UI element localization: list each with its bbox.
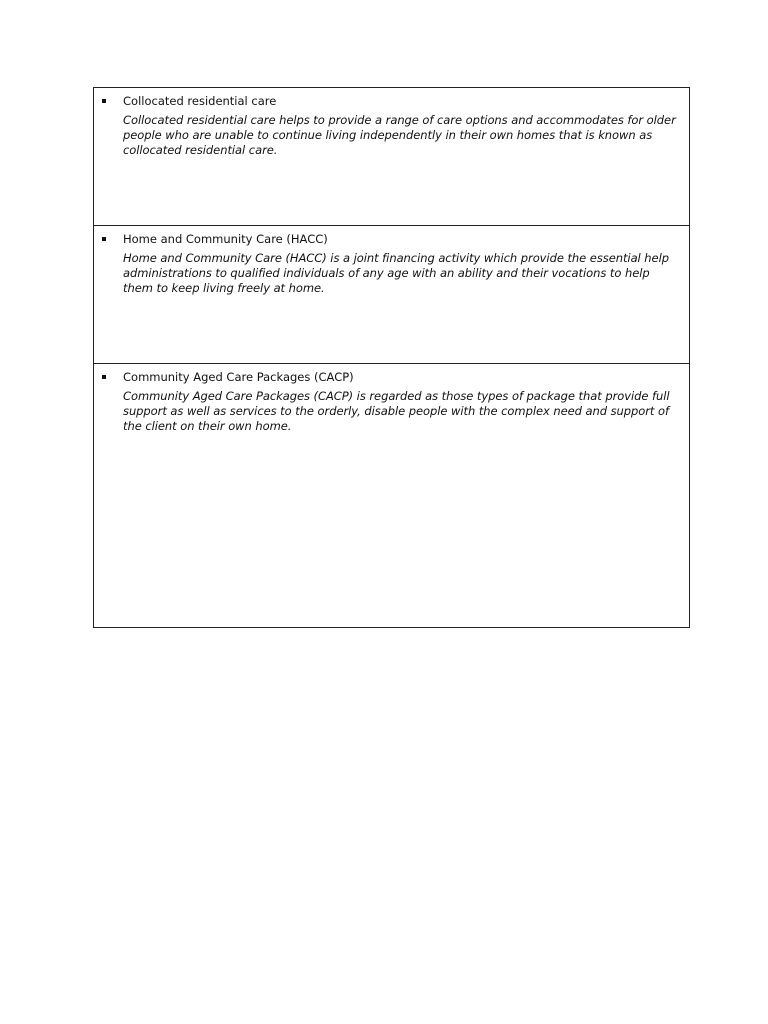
care-options-table (93, 87, 690, 628)
item-description: Home and Community Care (HACC) is a joint financing activity which provide the essential help administrations to qualified individuals of any age with an ability and their vocations to help them to keep living freely at home. (123, 251, 669, 295)
table-row (94, 88, 689, 226)
table-row (94, 226, 689, 364)
square-bullet-icon (102, 375, 106, 379)
item-description: Community Aged Care Packages (CACP) is regarded as those types of package that provide full support as well as services to the orderly, disable people with the complex need and support of the client on their own home. (123, 389, 670, 433)
item-title: Community Aged Care Packages (CACP) (123, 370, 354, 384)
item-title: Home and Community Care (HACC) (123, 232, 328, 246)
square-bullet-icon (102, 99, 106, 103)
table-row (94, 364, 689, 627)
item-description: Collocated residential care helps to provide a range of care options and accommodates for older people who are unable to continue living independently in their own homes that is known as collocated residential care. (123, 113, 676, 157)
item-title: Collocated residential care (123, 94, 277, 108)
square-bullet-icon (102, 237, 106, 241)
